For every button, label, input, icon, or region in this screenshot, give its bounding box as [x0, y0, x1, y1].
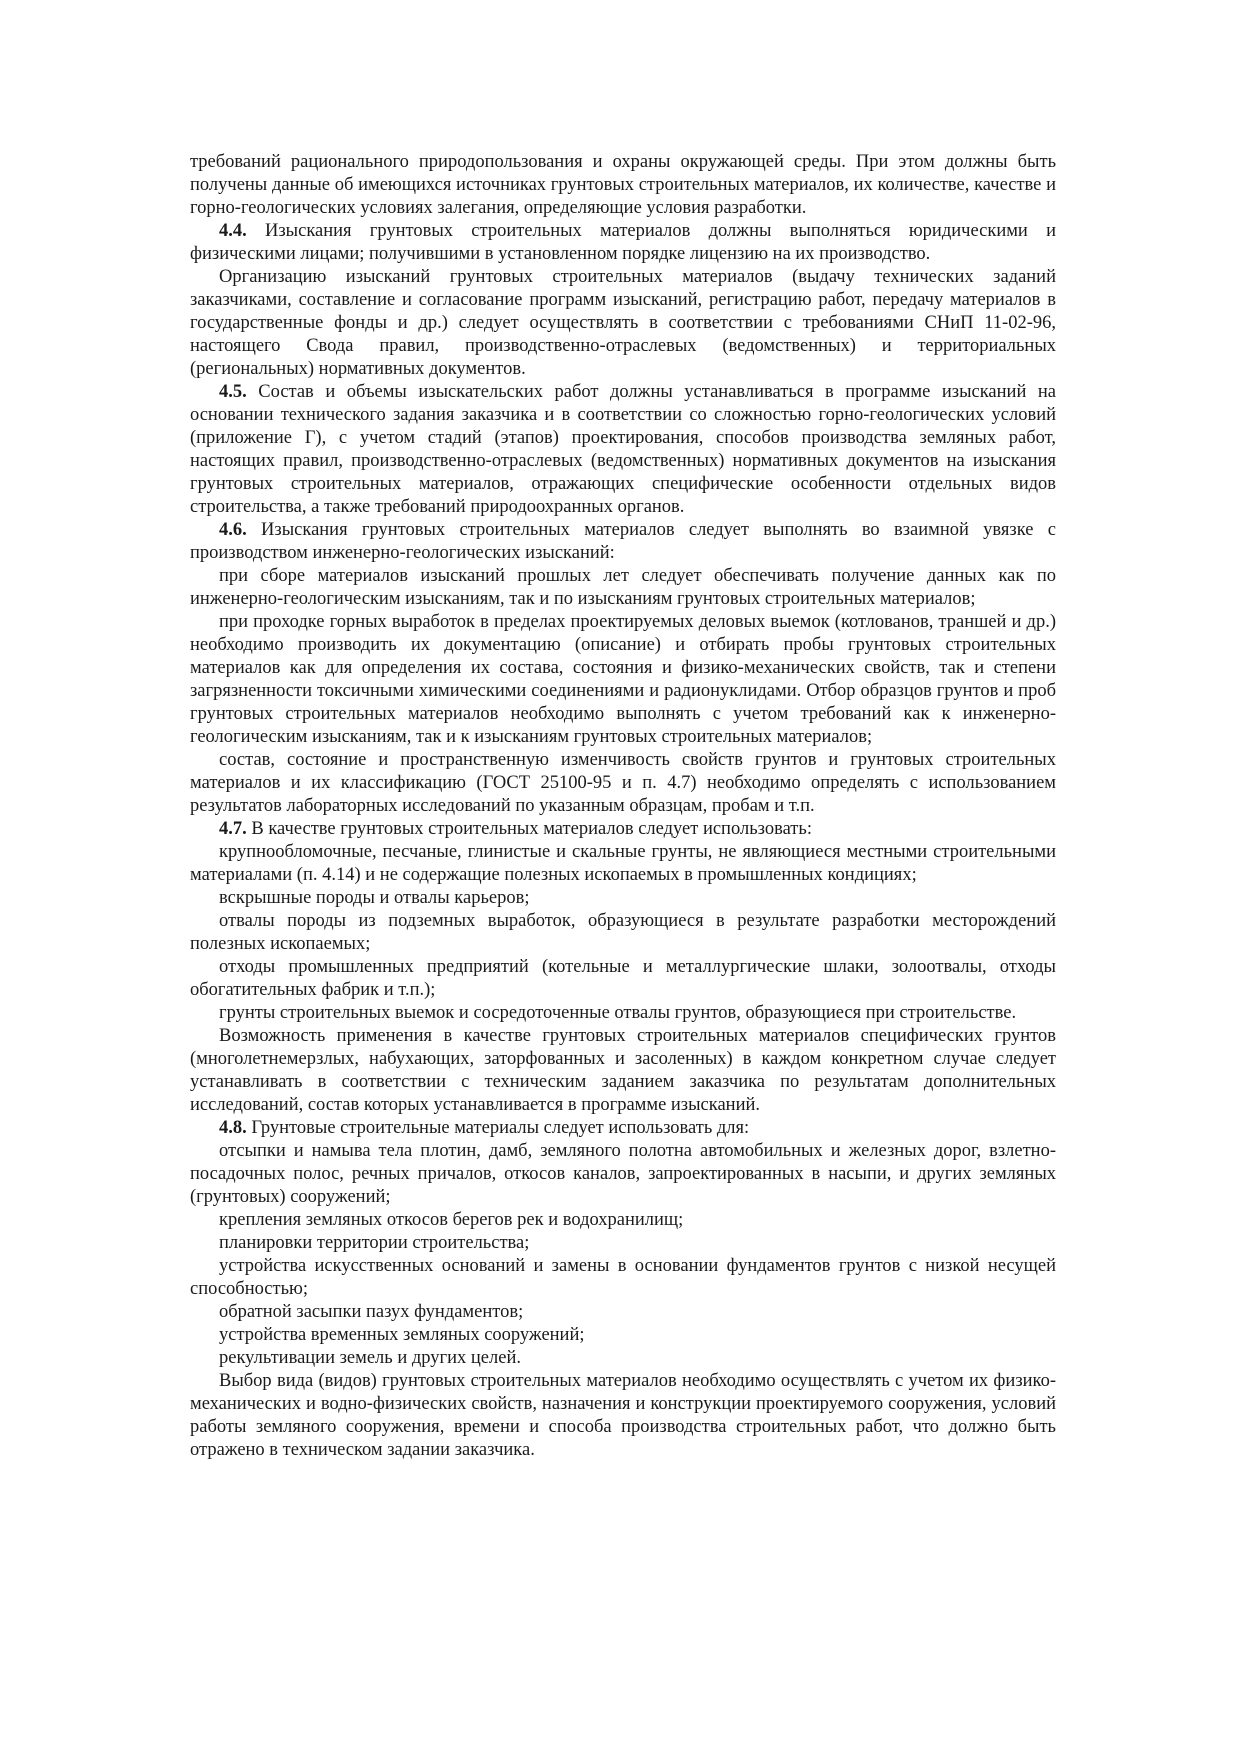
clause-paragraph [190, 818, 1056, 841]
paragraph-text: грунты строительных выемок и сосредоточенные отвалы грунтов, образующиеся при строительстве. [219, 1003, 1017, 1023]
body-paragraph [190, 1232, 1056, 1255]
clause-number: 4.7. [219, 819, 247, 839]
paragraph-text: крепления земляных откосов берегов рек и водохранилищ; [219, 1210, 684, 1230]
clause-number: 4.5. [219, 382, 247, 402]
paragraph-text: отходы промышленных предприятий (котельные и металлургические шлаки, золоотвалы, отходы обогатительных фабрик и т.п.); [190, 957, 1056, 1000]
paragraph-text: Организацию изысканий грунтовых строительных материалов (выдачу технических заданий заказчиками, составление и согласование программ изысканий, регистрацию работ, передачу материалов в государственные фонды и др.) следует осуществлять в соответствии с требованиями СНиП 11-02-96, настоящего Свода правил, производственно-отраслевых (ведомственных) и территориальных (региональных) нормативных документов. [190, 267, 1056, 379]
body-paragraph [190, 841, 1056, 887]
body-paragraph [190, 1255, 1056, 1301]
body-paragraph [190, 956, 1056, 1002]
paragraph-text: при сборе материалов изысканий прошлых лет следует обеспечивать получение данных как по инженерно-геологическим изысканиям, так и по изысканиям грунтовых строительных материалов; [190, 566, 1056, 609]
paragraph-text: устройства искусственных оснований и замены в основании фундаментов грунтов с низкой несущей способностью; [190, 1256, 1056, 1299]
paragraph-text: отвалы породы из подземных выработок, образующиеся в результате разработки месторождений полезных ископаемых; [190, 911, 1056, 954]
body-paragraph [190, 611, 1056, 749]
paragraph-text: при проходке горных выработок в пределах проектируемых деловых выемок (котлованов, траншей и др.) необходимо производить их документацию (описание) и отбирать пробы грунтовых строительных материалов как для определения их состава, состояния и физико-механических свойств, так и степени загрязненности токсичными химическими соединениями и радионуклидами. Отбор образцов грунтов и проб грунтовых строительных материалов необходимо выполнять с учетом требований как к инженерно-геологическим изысканиям, так и к изысканиям грунтовых строительных материалов; [190, 612, 1056, 747]
body-paragraph [190, 1347, 1056, 1370]
paragraph-text: устройства временных земляных сооружений; [219, 1325, 585, 1345]
clause-paragraph [190, 1117, 1056, 1140]
paragraph-text: Изыскания грунтовых строительных материалов следует выполнять во взаимной увязке с производством инженерно-геологических изысканий: [190, 520, 1056, 563]
paragraph-text: состав, состояние и пространственную изменчивость свойств грунтов и грунтовых строительных материалов и их классификацию (ГОСТ 25100-95 и п. 4.7) необходимо определять с использованием результатов лабораторных исследований по указанным образцам, пробам и т.п. [190, 750, 1056, 816]
clause-number: 4.8. [219, 1118, 247, 1138]
body-paragraph [190, 749, 1056, 818]
body-paragraph [190, 910, 1056, 956]
body-paragraph [190, 1209, 1056, 1232]
body-paragraph [190, 1025, 1056, 1117]
paragraph-text: крупнообломочные, песчаные, глинистые и скальные грунты, не являющиеся местными строительными материалами (п. 4.14) и не содержащие полезных ископаемых в промышленных кондициях; [190, 842, 1056, 885]
body-paragraph [190, 565, 1056, 611]
paragraph-text: В качестве грунтовых строительных материалов следует использовать: [246, 819, 812, 839]
clause-number: 4.6. [219, 520, 247, 540]
body-paragraph [190, 1370, 1056, 1462]
body-paragraph [190, 1301, 1056, 1324]
body-paragraph [190, 1324, 1056, 1347]
paragraph-text: обратной засыпки пазух фундаментов; [219, 1302, 524, 1322]
body-paragraph [190, 266, 1056, 381]
paragraph-text: Грунтовые строительные материалы следует использовать для: [246, 1118, 750, 1138]
clause-paragraph [190, 220, 1056, 266]
body-paragraph [190, 1140, 1056, 1209]
clause-number: 4.4. [219, 221, 247, 241]
paragraph-text: отсыпки и намыва тела плотин, дамб, земляного полотна автомобильных и железных дорог, взлетно-посадочных полос, речных причалов, откосов каналов, запроектированных в насыпи, и других земляных (грунтовых) сооружений; [190, 1141, 1056, 1207]
clause-paragraph [190, 519, 1056, 565]
clause-paragraph [190, 381, 1056, 519]
paragraph-text: требований рационального природопользования и охраны окружающей среды. При этом должны быть получены данные об имеющихся источниках грунтовых строительных материалов, их количестве, качестве и горно-геологических условиях залегания, определяющие условия разработки. [190, 152, 1056, 218]
document-page [190, 151, 1056, 1462]
body-paragraph [190, 151, 1056, 220]
paragraph-text: планировки территории строительства; [219, 1233, 530, 1253]
paragraph-text: Возможность применения в качестве грунтовых строительных материалов специфических грунтов (многолетнемерзлых, набухающих, заторфованных и засоленных) в каждом конкретном случае следует устанавливать в соответствии с техническим заданием заказчика по результатам дополнительных исследований, состав которых устанавливается в программе изысканий. [190, 1026, 1056, 1115]
body-paragraph [190, 887, 1056, 910]
paragraph-text: рекультивации земель и других целей. [219, 1348, 521, 1368]
body-paragraph [190, 1002, 1056, 1025]
paragraph-text: вскрышные породы и отвалы карьеров; [219, 888, 530, 908]
paragraph-text: Состав и объемы изыскательских работ должны устанавливаться в программе изысканий на основании технического задания заказчика и в соответствии со сложностью горно-геологических условий (приложение Г), с учетом стадий (этапов) проектирования, способов производства земляных работ, настоящих правил, производственно-отраслевых (ведомственных) нормативных документов на изыскания грунтовых строительных материалов, отражающих специфические особенности отдельных видов строительства, а также требований природоохранных органов. [190, 382, 1056, 517]
paragraph-text: Выбор вида (видов) грунтовых строительных материалов необходимо осуществлять с учетом их физико-механических и водно-физических свойств, назначения и конструкции проектируемого сооружения, условий работы земляного сооружения, времени и способа производства строительных работ, что должно быть отражено в техническом задании заказчика. [190, 1371, 1056, 1460]
paragraph-text: Изыскания грунтовых строительных материалов должны выполняться юридическими и физическими лицами; получившими в установленном порядке лицензию на их производство. [190, 221, 1056, 264]
